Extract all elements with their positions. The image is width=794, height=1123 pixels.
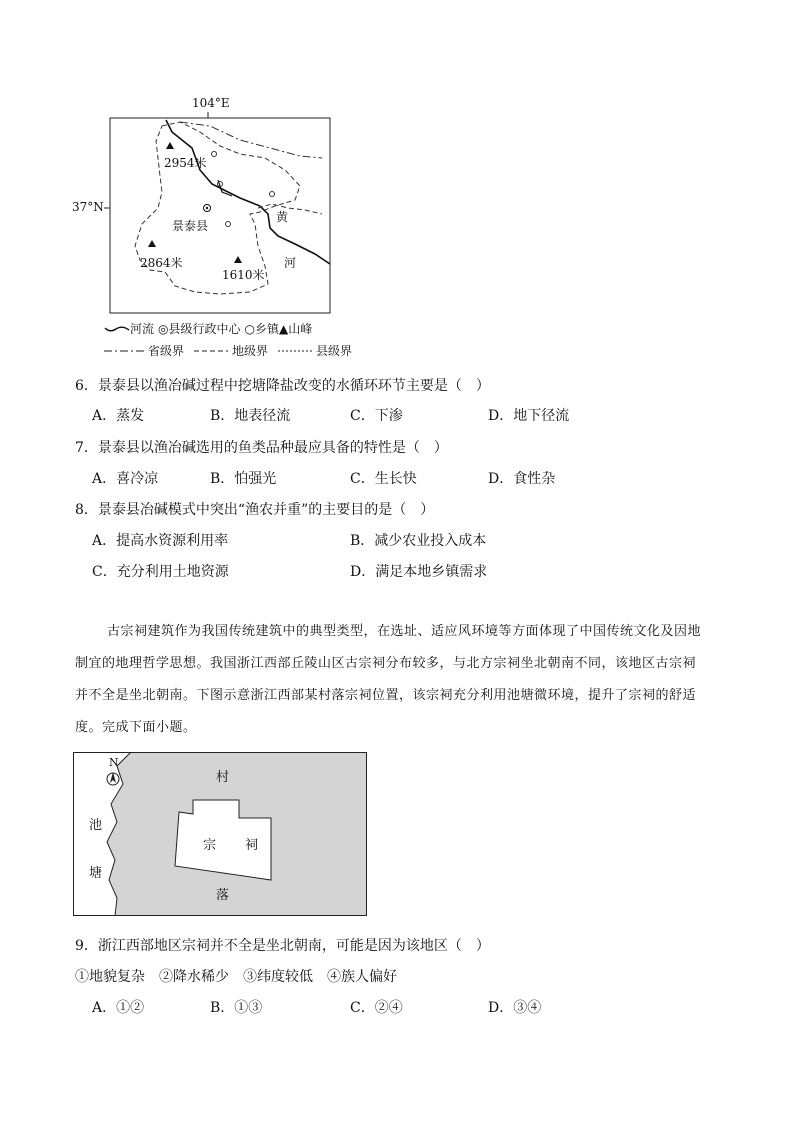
legend-county: 县级界 <box>316 344 353 358</box>
legend-town: 乡镇 <box>255 322 280 336</box>
q8-option-a[interactable]: A．提高水资源利用率 <box>92 533 229 549</box>
passage-line-2: 制宜的地理哲学思想。我国浙江西部丘陵山区古宗祠分布较多，与北方宗祠坐北朝南不同，该地区古宗祠 <box>75 656 697 671</box>
legend-county-center: 县级行政中心 <box>168 322 241 336</box>
legend-province: 省级界 <box>148 344 185 358</box>
peak-label-2954: 2954米 <box>164 156 207 170</box>
q8-option-b[interactable]: B．减少农业投入成本 <box>350 533 487 549</box>
river-label-huang: 黄 <box>276 210 289 224</box>
q9-option-b[interactable]: B．①③ <box>210 1000 263 1016</box>
province-boundary-legend-icon <box>104 347 144 355</box>
q6-option-a[interactable]: A．蒸发 <box>92 408 145 424</box>
peak-label-1610: 1610米 <box>222 268 265 282</box>
passage <box>75 616 725 744</box>
jingtai-map-graphic <box>100 96 340 316</box>
q7-option-d[interactable]: D．食性杂 <box>488 471 556 487</box>
legend-prefecture: 地级界 <box>232 344 269 358</box>
question-6-stem: 6．景泰县以渔冶碱过程中挖塘降盐改变的水循环环节主要是（ ） <box>75 378 490 394</box>
latitude-label: 37°N <box>72 200 104 214</box>
pond-label-1: 池 <box>89 818 103 833</box>
town-marker <box>270 192 275 197</box>
prefecture-boundary-legend-icon <box>194 347 228 355</box>
town-marker <box>212 152 217 157</box>
q9-option-c[interactable]: C．②④ <box>350 1000 403 1016</box>
town-legend-icon: ○ <box>244 321 255 336</box>
q7-option-a[interactable]: A．喜冷凉 <box>92 471 159 487</box>
question-8-stem: 8．景泰县冶碱模式中突出“渔农并重”的主要目的是（ ） <box>75 502 435 518</box>
river-label-he: 河 <box>284 256 297 270</box>
town-marker <box>226 222 231 227</box>
north-label: N <box>109 756 119 769</box>
q6-option-b[interactable]: B．地表径流 <box>210 408 291 424</box>
longitude-label: 104°E <box>192 96 230 110</box>
county-name-label: 景泰县 <box>172 219 209 233</box>
village-label-1: 村 <box>216 770 230 785</box>
q8-option-d[interactable]: D．满足本地乡镇需求 <box>350 564 488 580</box>
passage-line-1: 古宗祠建筑作为我国传统建筑中的典型类型，在选址、适应风环境等方面体现了中国传统文化及因地 <box>107 624 702 639</box>
question-9-stem: 9．浙江西部地区宗祠并不全是坐北朝南，可能是因为该地区（ ） <box>75 938 490 954</box>
map-frame <box>110 118 330 313</box>
peak-label-2864: 2864米 <box>140 256 183 270</box>
yellow-river <box>166 120 330 264</box>
question-9-factors: ①地貌复杂 ②降水稀少 ③纬度较低 ④族人偏好 <box>75 969 397 985</box>
q7-option-c[interactable]: C．生长快 <box>350 471 417 487</box>
q6-option-d[interactable]: D．地下径流 <box>488 408 570 424</box>
peak-triangle <box>148 240 156 247</box>
legend-river: 河流 <box>130 322 155 336</box>
county-boundary-legend-icon <box>278 347 312 355</box>
village-label-2: 落 <box>216 888 230 903</box>
temple-map <box>73 752 367 916</box>
q7-option-b[interactable]: B．怕强光 <box>210 471 277 487</box>
county-center-legend-icon: ◎ <box>158 321 169 336</box>
pond-label-2: 塘 <box>89 866 103 881</box>
q8-option-c[interactable]: C．充分利用土地资源 <box>92 564 229 580</box>
question-7-stem: 7．景泰县以渔冶碱选用的鱼类品种最应具备的特性是（ ） <box>75 440 448 456</box>
passage-line-4: 度。完成下面小题。 <box>75 720 197 735</box>
legend-peak: 山峰 <box>288 322 313 336</box>
peak-triangle <box>166 142 174 149</box>
map-legend-row-1 <box>104 320 312 337</box>
provincial-boundary <box>180 122 322 158</box>
river-legend-icon <box>104 324 130 334</box>
passage-line-3: 并不全是坐北朝南。下图示意浙江西部某村落宗祠位置，该宗祠充分利用池塘微环境，提升了宗祠的舒适 <box>75 688 697 703</box>
q9-option-a[interactable]: A．①② <box>92 1000 145 1016</box>
temple-label-2: 祠 <box>245 838 259 853</box>
peak-legend-icon: ▲ <box>279 321 289 336</box>
q9-option-d[interactable]: D．③④ <box>488 1000 542 1016</box>
peak-triangle <box>234 256 242 263</box>
map-legend-row-2 <box>104 342 352 359</box>
jingtai-map <box>72 96 340 316</box>
temple-label-1: 宗 <box>203 838 217 853</box>
q6-option-c[interactable]: C．下渗 <box>350 408 403 424</box>
